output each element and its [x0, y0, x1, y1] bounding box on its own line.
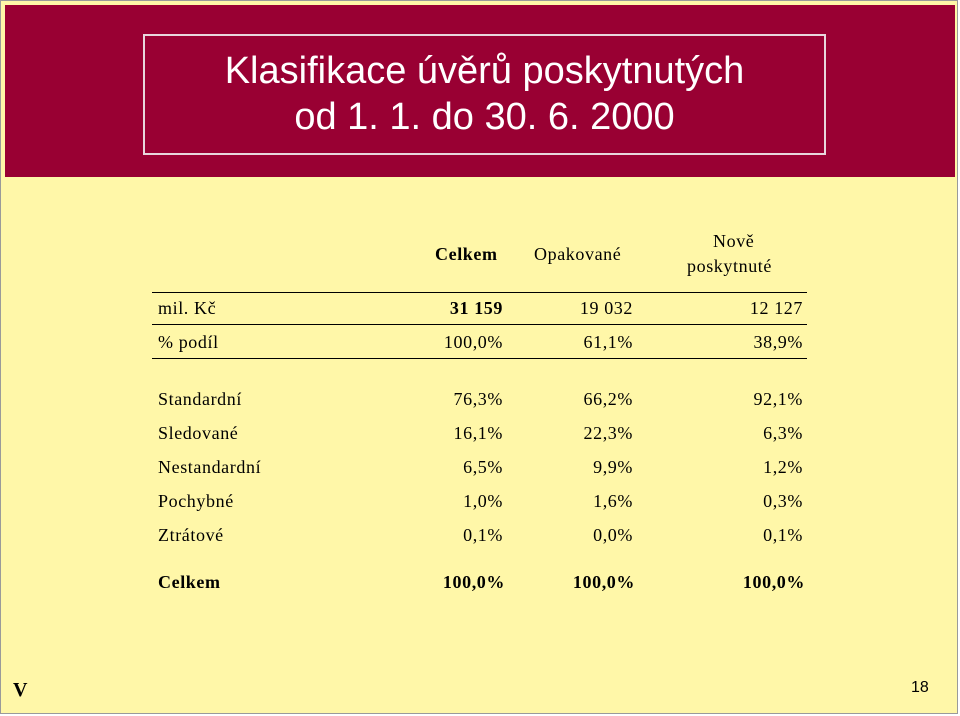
cell-watched-total: 16,1%: [453, 423, 503, 443]
cell-watched-new: 6,3%: [763, 423, 803, 443]
row-label-substandard: Nestandardní: [158, 457, 262, 477]
cell-share-new: 38,9%: [753, 332, 803, 352]
col-header-new-line1: Nově: [713, 231, 755, 251]
cell-doubtful-new: 0,3%: [763, 491, 803, 511]
row-label-standard: Standardní: [158, 389, 242, 409]
cell-watched-repeated: 22,3%: [583, 423, 633, 443]
cell-amount-total: 31 159: [449, 298, 503, 318]
cell-share-repeated: 61,1%: [583, 332, 633, 352]
header-banner: [5, 5, 955, 177]
cell-standard-repeated: 66,2%: [583, 389, 633, 409]
cell-amount-new: 12 127: [749, 298, 803, 318]
cell-total-repeated: 100,0%: [572, 572, 635, 592]
col-header-total: Celkem: [435, 244, 498, 264]
row-label-loss: Ztrátové: [158, 525, 224, 545]
table-share-rule: [152, 358, 807, 359]
title-line-1: Klasifikace úvěrů poskytnutých: [224, 50, 745, 92]
cell-loss-total: 0,1%: [463, 525, 503, 545]
title-box: [143, 34, 826, 155]
cell-substandard-new: 1,2%: [763, 457, 803, 477]
page-number: 18: [911, 679, 929, 696]
cell-amount-repeated: 19 032: [579, 298, 633, 318]
cell-standard-new: 92,1%: [753, 389, 803, 409]
footer-mark: V: [13, 679, 28, 701]
row-label-total: Celkem: [158, 572, 221, 592]
table-mid-rule: [152, 324, 807, 325]
cell-standard-total: 76,3%: [453, 389, 503, 409]
cell-loss-new: 0,1%: [763, 525, 803, 545]
slide-title: [145, 48, 824, 140]
table-top-rule: [152, 292, 807, 293]
cell-total-new: 100,0%: [742, 572, 805, 592]
cell-doubtful-total: 1,0%: [463, 491, 503, 511]
row-label-share: % podíl: [158, 332, 219, 352]
title-line-2: od 1. 1. do 30. 6. 2000: [294, 96, 675, 138]
cell-total-total: 100,0%: [442, 572, 505, 592]
cell-share-total: 100,0%: [443, 332, 503, 352]
cell-substandard-repeated: 9,9%: [593, 457, 633, 477]
row-label-amount: mil. Kč: [158, 298, 217, 318]
cell-substandard-total: 6,5%: [463, 457, 503, 477]
row-label-watched: Sledované: [158, 423, 239, 443]
cell-loss-repeated: 0,0%: [593, 525, 633, 545]
col-header-repeated: Opakované: [534, 244, 622, 264]
row-label-doubtful: Pochybné: [158, 491, 234, 511]
col-header-new-line2: poskytnuté: [687, 256, 772, 276]
cell-doubtful-repeated: 1,6%: [593, 491, 633, 511]
